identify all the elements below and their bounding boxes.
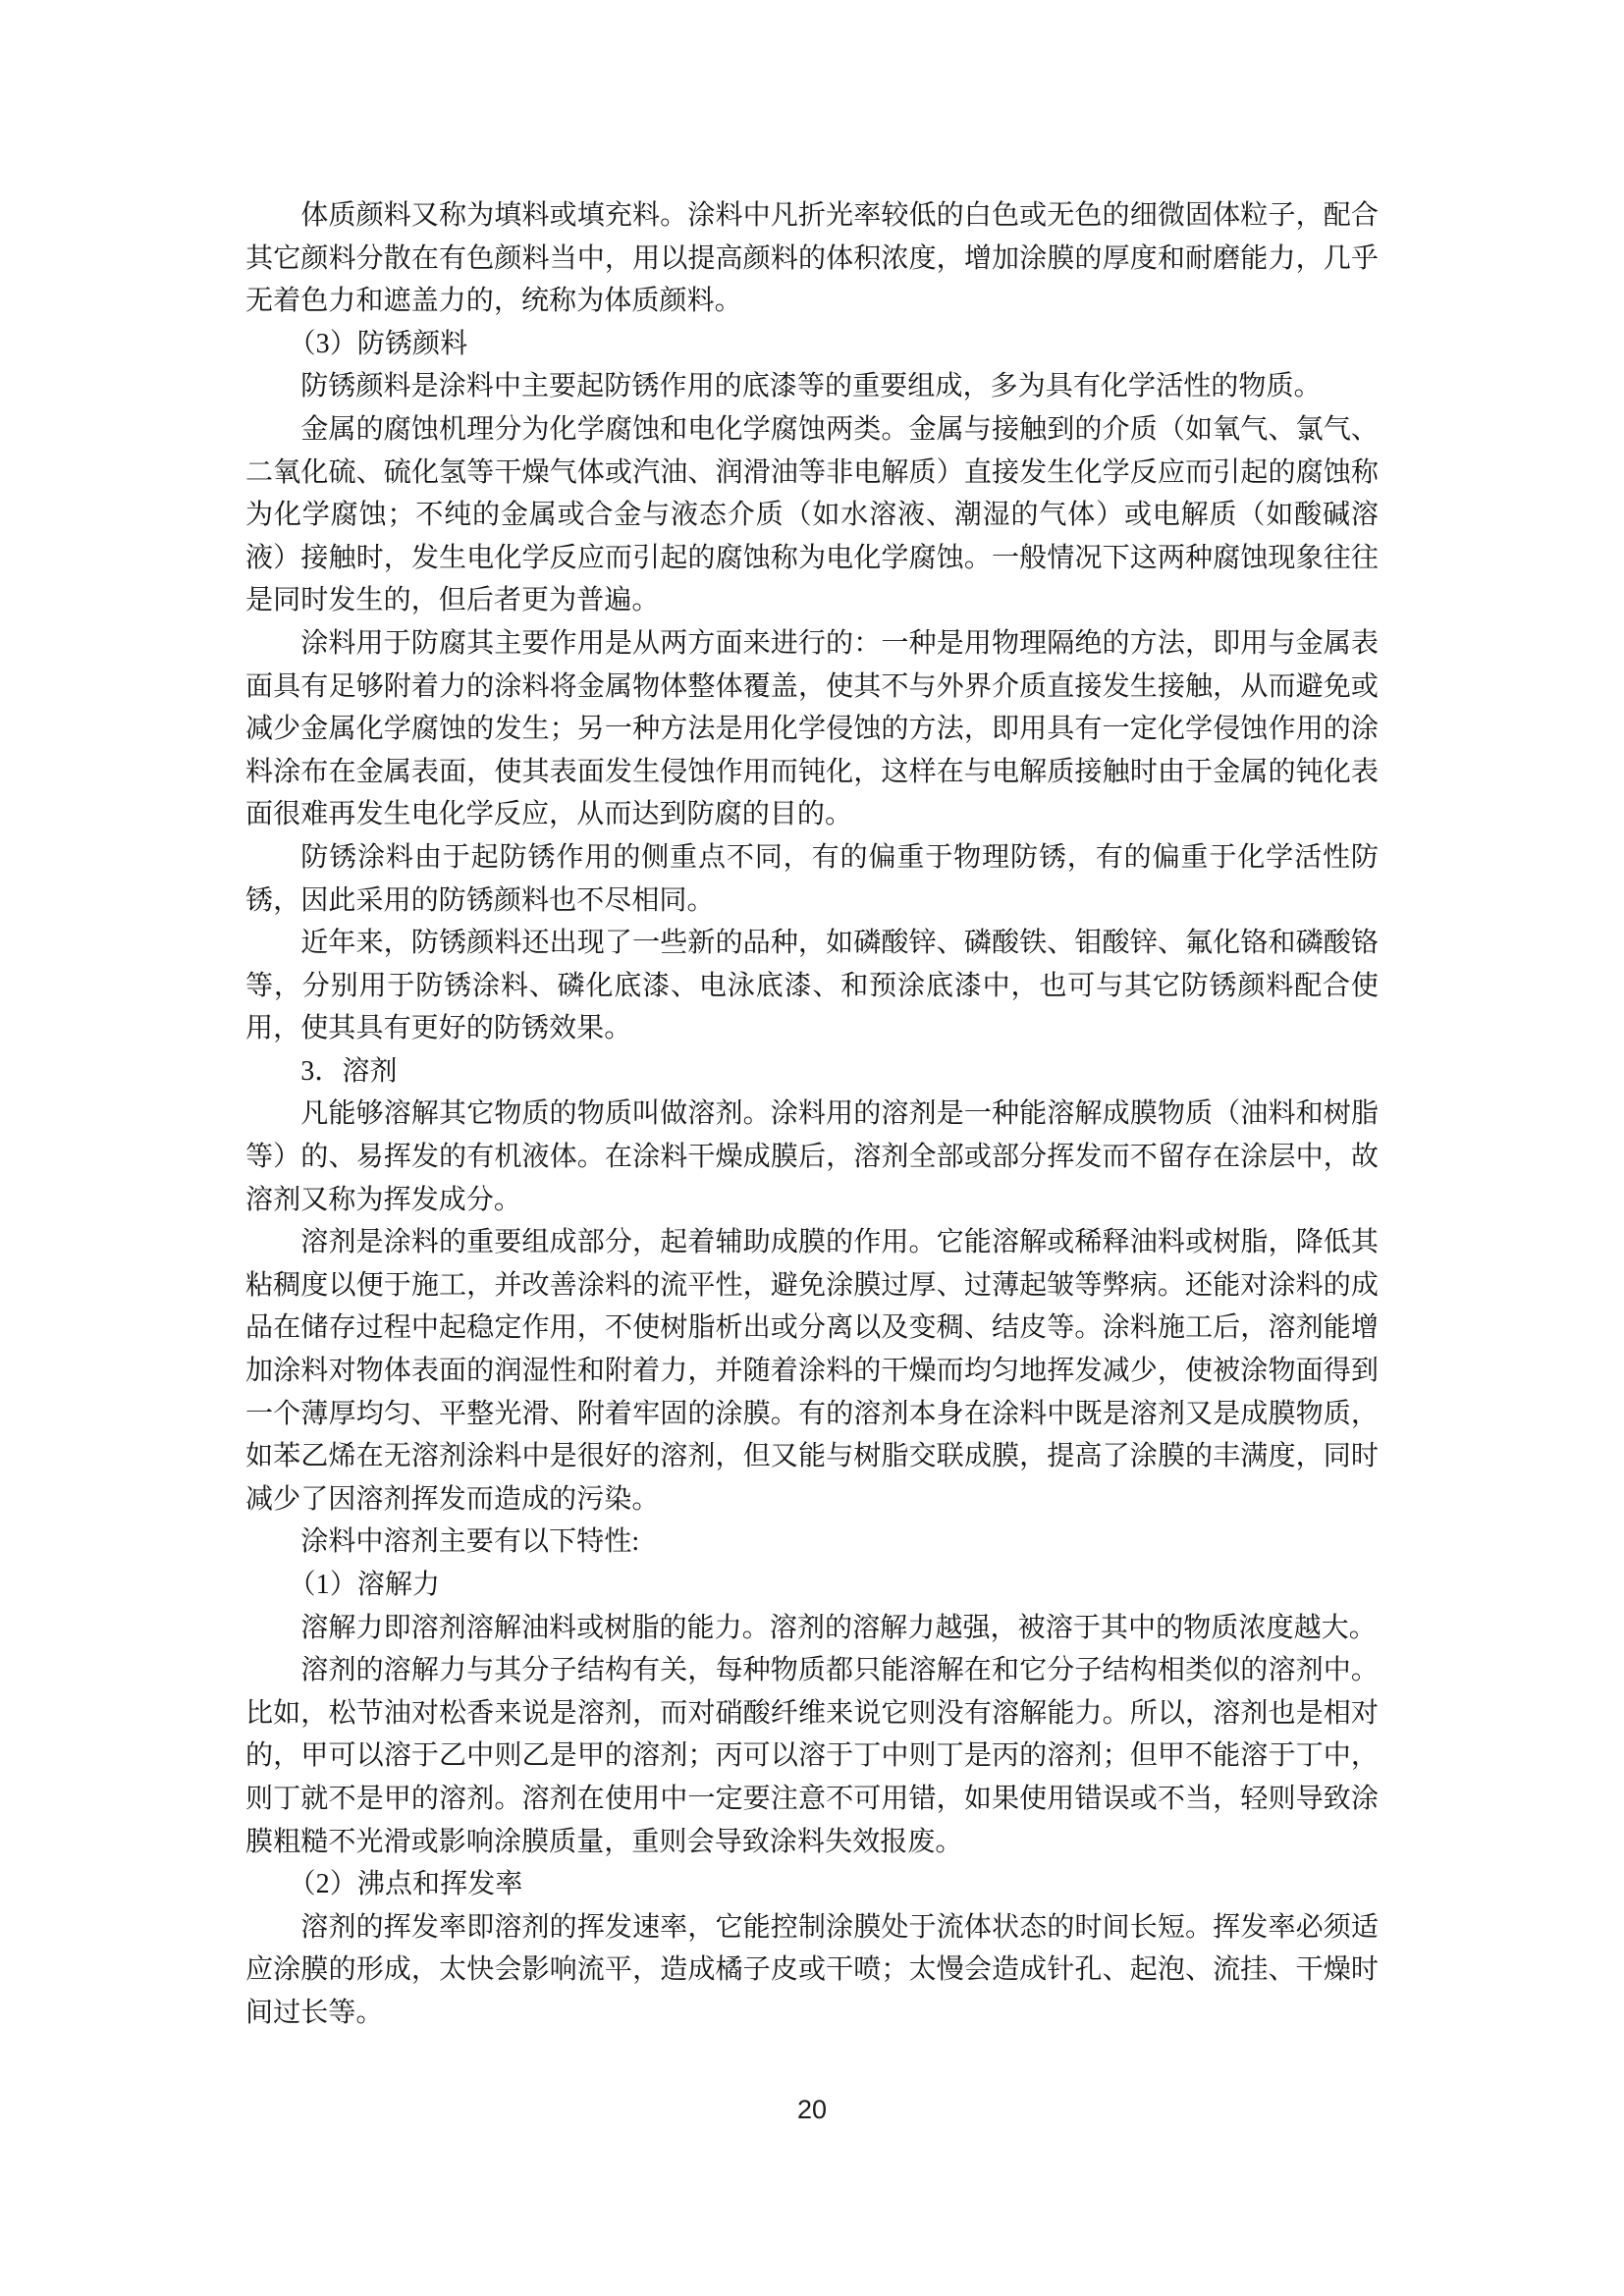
paragraph: 涂料中溶剂主要有以下特性: xyxy=(300,1526,640,1558)
paragraph: 凡能够溶解其它物质的物质叫做溶剂。涂料用的溶剂是一种能溶解成膜物质（油料和树脂等）的、易挥发的有机液体。在涂料干燥成膜后，溶剂全部或部分挥发而不留存在涂层中，故溶剂又称为挥发成分。 xyxy=(245,1098,1379,1215)
item-heading: （2）沸点和挥发率 xyxy=(288,1869,523,1900)
paragraph: 近年来，防锈颜料还出现了一些新的品种，如磷酸锌、磷酸铁、钼酸锌、氟化铬和磷酸铬等，分别用于防锈涂料、磷化底漆、电泳底漆、和预涂底漆中，也可与其它防锈颜料配合使用，使其具有更好的防锈效果。 xyxy=(245,928,1379,1044)
page-number: 20 xyxy=(796,2095,828,2124)
paragraph: 防锈颜料是涂料中主要起防锈作用的底漆等的重要组成，多为具有化学活性的物质。 xyxy=(300,371,1322,402)
item-heading: （3）防锈颜料 xyxy=(288,328,468,359)
paragraph: 涂料用于防腐其主要作用是从两方面来进行的：一种是用物理隔绝的方法，即用与金属表面具有足够附着力的涂料将金属物体整体覆盖，使其不与外界介质直接发生接触，从而避免或减少金属化学腐蚀的发生；另一种方法是用化学侵蚀的方法，即用具有一定化学侵蚀作用的涂料涂布在金属表面，使其表面发生侵蚀作用而钝化，这样在与电解质接触时由于金属的钝化表面很难再发生电化学反应，从而达到防腐的目的。 xyxy=(245,627,1379,830)
item-heading: （1）溶解力 xyxy=(288,1570,441,1600)
paragraph: 体质颜料又称为填料或填充料。涂料中凡折光率较低的白色或无色的细微固体粒子，配合其它颜料分散在有色颜料当中，用以提高颜料的体积浓度，增加涂膜的厚度和耐磨能力，几乎无着色力和遮盖力的，统称为体质颜料。 xyxy=(245,200,1379,317)
paragraph: 溶剂是涂料的重要组成部分，起着辅助成膜的作用。它能溶解或稀释油料或树脂，降低其粘稠度以便于施工，并改善涂料的流平性，避免涂膜过厚、过薄起皱等弊病。还能对涂料的成品在储存过程中起稳定作用，不使树脂析出或分离以及变稠、结皮等。涂料施工后，溶剂能增加涂料对物体表面的润湿性和附着力，并随着涂料的干燥而均匀地挥发减少，使被涂物面得到一个薄厚均匀、平整光滑、附着牢固的涂膜。有的溶剂本身在涂料中既是溶剂又是成膜物质，如苯乙烯在无溶剂涂料中是很好的溶剂，但又能与树脂交联成膜，提高了涂膜的丰满度，同时减少了因溶剂挥发而造成的污染。 xyxy=(245,1227,1379,1515)
paragraph: 防锈涂料由于起防锈作用的侧重点不同，有的偏重于物理防锈，有的偏重于化学活性防锈，因此采用的防锈颜料也不尽相同。 xyxy=(245,841,1379,916)
section-heading: 3．溶剂 xyxy=(300,1055,398,1087)
paragraph: 溶解力即溶剂溶解油料或树脂的能力。溶剂的溶解力越强，被溶于其中的物质浓度越大。 xyxy=(300,1612,1377,1643)
document-body-text xyxy=(245,194,1379,2035)
paragraph: 金属的腐蚀机理分为化学腐蚀和电化学腐蚀两类。金属与接触到的介质（如氧气、氯气、二氧化硫、硫化氢等干燥气体或汽油、润滑油等非电解质）直接发生化学反应而引起的腐蚀称为化学腐蚀；不纯的金属或合金与液态介质（如水溶液、潮湿的气体）或电解质（如酸碱溶液）接触时，发生电化学反应而引起的腐蚀称为电化学腐蚀。一般情况下这两种腐蚀现象往往是同时发生的，但后者更为普遍。 xyxy=(245,413,1379,616)
paragraph: 溶剂的溶解力与其分子结构有关，每种物质都只能溶解在和它分子结构相类似的溶剂中。比如，松节油对松香来说是溶剂，而对硝酸纤维来说它则没有溶解能力。所以，溶剂也是相对的，甲可以溶于乙中则乙是甲的溶剂；丙可以溶于丁中则丁是丙的溶剂；但甲不能溶于丁中，则丁就不是甲的溶剂。溶剂在使用中一定要注意不可用错，如果使用错误或不当，轻则导致涂膜粗糙不光滑或影响涂膜质量，重则会导致涂料失效报废。 xyxy=(245,1655,1379,1857)
paragraph: 溶剂的挥发率即溶剂的挥发速率，它能控制涂膜处于流体状态的时间长短。挥发率必须适应涂膜的形成，太快会影响流平，造成橘子皮或干喷；太慢会造成针孔、起泡、流挂、干燥时间过长等。 xyxy=(245,1911,1379,2028)
